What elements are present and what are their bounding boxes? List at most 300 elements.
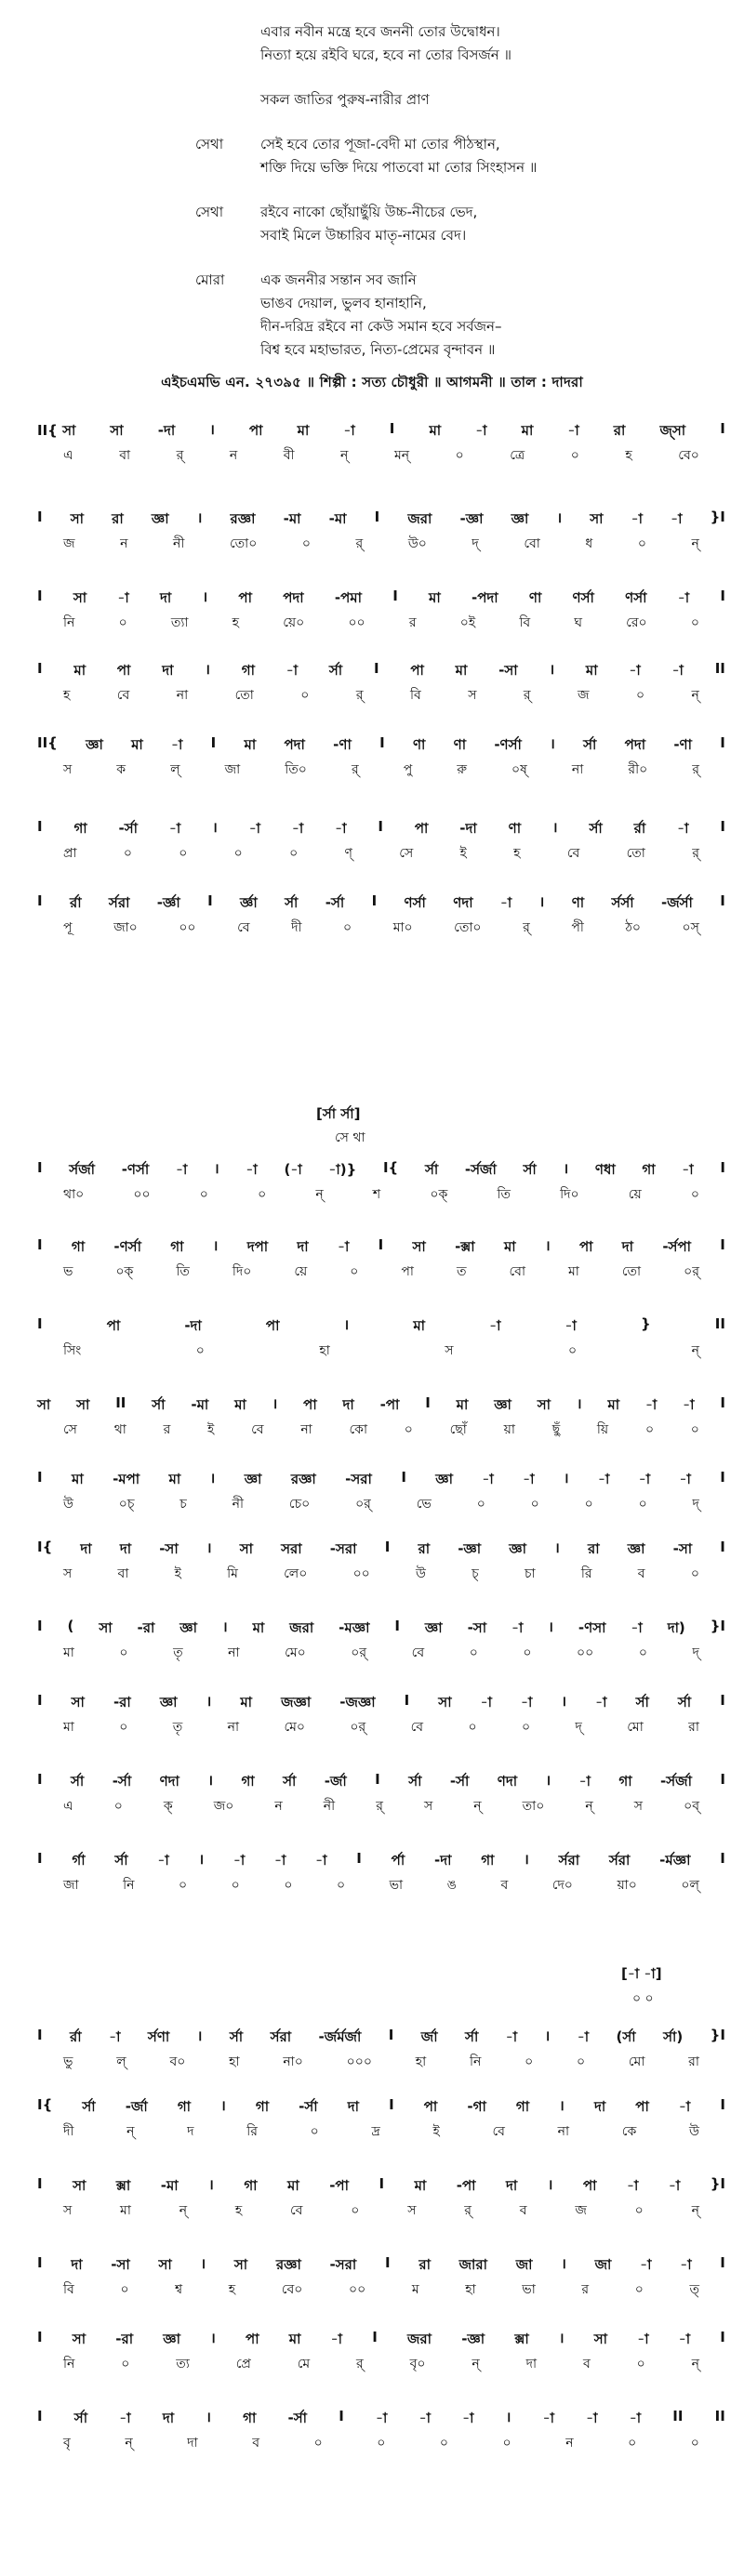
swara-note: -দা — [184, 1317, 202, 1334]
swara-note: গা — [241, 662, 255, 679]
swara-note: -সরা — [329, 1540, 357, 1557]
bani-syllable: না — [228, 1645, 240, 1660]
notation-row — [37, 892, 725, 941]
swara-note: । — [544, 1237, 551, 1254]
swara-note: -া — [171, 736, 183, 753]
swara-note: জজ্ঞা — [281, 1694, 312, 1711]
swara-note: । — [198, 1851, 205, 1868]
bani-syllable: ম — [411, 2282, 419, 2297]
notation-row — [37, 1469, 725, 1517]
swara-note: -া — [232, 1852, 246, 1869]
bani-syllable: র্ — [376, 1799, 383, 1814]
swara-line — [37, 1236, 725, 1260]
swara-note: ণর্সা — [572, 589, 594, 606]
swara-note: -ণসা — [578, 1619, 606, 1636]
swara-note: -া — [274, 1852, 286, 1869]
lyrics-line: এক জননীর সন্তান সব জানি — [260, 271, 417, 288]
swara-note: । — [210, 2330, 216, 2346]
swara-note: -গা — [467, 2098, 486, 2115]
bani-syllable: ন্ — [340, 448, 349, 463]
swara-note: I — [37, 588, 43, 604]
bani-syllable: হ — [228, 2282, 236, 2297]
bani-syllable: না — [176, 688, 189, 703]
lyrics-line: নিত্যা হয়ে রইবি ঘরে, হবে না তোর বিসর্জন ॥ — [260, 46, 512, 63]
swara-note: I — [720, 1539, 725, 1555]
swara-note: মা — [413, 1317, 425, 1334]
lyrics-line: শক্তি দিয়ে ভক্তি দিয়ে পাতবো মা তোর সিংহাসন ॥ — [260, 159, 538, 176]
bani-syllable: না — [557, 2124, 570, 2139]
swara-note: -া — [315, 1852, 327, 1869]
bani-syllable: য়ে — [628, 1187, 642, 1202]
song-lyrics — [195, 20, 716, 383]
swara-note: -র্জর্সা — [661, 894, 693, 911]
swara-note: -জ্ঞা — [458, 1540, 482, 1557]
swara-note: -ণা — [673, 736, 692, 753]
bani-syllable: ল্ — [116, 2054, 126, 2069]
bani-syllable: ই — [432, 2124, 440, 2139]
bani-syllable: ত — [456, 1264, 467, 1279]
bani-syllable: বে — [237, 920, 250, 935]
bani-syllable: ০০ — [348, 615, 365, 630]
swara-note: I — [404, 1692, 410, 1709]
bani-syllable: ল্ — [170, 762, 180, 777]
swara-note: পা — [578, 1238, 593, 1255]
swara-note: -র্সা — [449, 1773, 470, 1790]
bani-syllable: ০ — [119, 1720, 128, 1735]
bani-syllable: ০ — [638, 1645, 647, 1660]
swara-note: সা — [73, 2177, 86, 2194]
swara-note: জ্ঞা — [163, 2331, 180, 2347]
swara-note: র্সরা — [558, 1852, 580, 1869]
alt-lyrics-bracket: সে থা — [335, 1130, 365, 1145]
notation-row — [37, 2329, 725, 2377]
swara-note: দা — [342, 1396, 354, 1413]
swara-note: I — [37, 1315, 43, 1332]
swara-note: । — [202, 588, 208, 605]
swara-note: গা — [255, 2098, 270, 2115]
swara-note: জ্ঞা — [435, 1471, 454, 1487]
swara-note: -ণর্সা — [113, 1238, 141, 1255]
swara-note: পা — [249, 422, 263, 439]
swara-note: রা — [588, 1540, 600, 1557]
bani-line — [37, 1874, 725, 1896]
swara-note: দা — [506, 2177, 518, 2194]
swara-note: -া — [291, 820, 304, 837]
bani-syllable: দ্ — [575, 1720, 582, 1735]
bani-syllable: জ — [63, 536, 75, 551]
swara-note: মা — [429, 422, 442, 439]
swara-note: মা — [297, 422, 310, 439]
swara-note: II — [714, 2408, 725, 2424]
swara-note: জ্ঞা — [86, 736, 103, 753]
bani-syllable: র্ — [692, 846, 699, 861]
bani-syllable: তৃ — [173, 1645, 183, 1660]
bani-syllable: জ — [575, 2203, 587, 2218]
swara-note: I — [37, 2408, 43, 2424]
bani-syllable: ০ — [123, 846, 132, 861]
bani-line — [37, 533, 725, 555]
swara-note: -র্সা — [299, 2098, 318, 2115]
lyrics-line: সেই হবে তোর পূজা-বেদী মা তোর পীঠস্থান, — [260, 136, 500, 152]
bani-syllable: না০ — [283, 2054, 303, 2069]
swara-note: । — [548, 1618, 553, 1635]
bani-syllable: উ — [416, 1566, 426, 1581]
swara-note: । — [550, 735, 555, 752]
swara-note: -সা — [111, 2256, 130, 2273]
swara-note: র্সা) — [663, 2028, 684, 2045]
bani-syllable: উ — [688, 2124, 699, 2139]
swara-note: I — [379, 734, 385, 751]
bani-syllable: ০ — [404, 1422, 413, 1437]
swara-note: -মজ্ঞা — [339, 1619, 370, 1636]
swara-note: জা — [594, 2256, 612, 2273]
notation-row — [37, 1618, 725, 1666]
swara-note: র্সা — [424, 1161, 439, 1178]
swara-note: -া)} — [328, 1161, 357, 1178]
swara-note: I — [37, 1618, 43, 1634]
bani-syllable: ০ — [113, 1799, 123, 1814]
bani-syllable: ০ — [690, 1422, 699, 1437]
swara-note: -া — [286, 662, 299, 679]
swara-note: -া — [638, 1471, 651, 1487]
bani-syllable: ০ — [476, 1497, 485, 1512]
bani-syllable: ন্ — [473, 1799, 482, 1814]
bani-syllable: ০ — [231, 1878, 240, 1893]
swara-note: । — [561, 1693, 567, 1710]
swara-note: -দা — [157, 422, 176, 439]
bani-syllable: বে — [411, 1645, 425, 1660]
swara-note: -া — [482, 1471, 494, 1487]
swara-note: I — [37, 892, 43, 909]
swara-note: I — [384, 1539, 391, 1555]
swara-note: I — [37, 1771, 43, 1788]
bani-syllable: তো — [626, 846, 645, 861]
swara-note: পা — [106, 1317, 121, 1334]
swara-note: র্সরা — [270, 2028, 292, 2045]
swara-note: । — [208, 2176, 214, 2193]
bani-syllable: উ০ — [407, 536, 427, 551]
bani-syllable: ন্ — [126, 2124, 135, 2139]
bani-line — [37, 1642, 725, 1664]
swara-note: -সা — [467, 1619, 487, 1636]
bani-syllable: য়ি — [596, 1422, 609, 1437]
swara-note: মা — [73, 662, 86, 679]
swara-note: পা — [414, 820, 429, 837]
swara-note: II{ সা — [37, 422, 76, 439]
swara-note: -সা — [498, 662, 518, 679]
swara-note: র্সা — [589, 820, 603, 837]
swara-note: মা — [288, 2331, 301, 2347]
bani-syllable: ভু — [63, 2054, 73, 2069]
swara-note: -র্মজ্ঞা — [659, 1852, 691, 1869]
swara-note: -র্সপা — [662, 1238, 691, 1255]
swara-note: I — [37, 1469, 43, 1486]
swara-note: জ্ঞা — [424, 1619, 443, 1636]
swara-note: -া — [168, 820, 181, 837]
bani-syllable: ক্ — [163, 1799, 173, 1814]
swara-note: -মা — [328, 510, 347, 527]
bani-line — [37, 2279, 725, 2301]
bani-syllable: ০ — [310, 2124, 319, 2139]
lyrics-stanza — [195, 88, 716, 112]
swara-note: -া — [475, 422, 487, 439]
swara-note: জ্ঞা — [511, 510, 529, 527]
swara-note: I — [210, 734, 217, 751]
swara-note: জ্ঞা — [159, 1694, 178, 1711]
song-meta: এইচএমভি এন. ২৭৩৯৫ ॥ শিল্পী : সত্য চৌধুরী ॥ আগমনী ॥ তাল : দাদরা — [161, 374, 583, 390]
bani-syllable: মো — [627, 1720, 644, 1735]
bani-syllable: পূ — [63, 920, 73, 935]
bani-syllable: র — [163, 1422, 171, 1437]
bani-syllable: ০ — [118, 615, 127, 630]
bani-syllable: সিং — [63, 1343, 82, 1358]
swara-note: রজ্ঞা — [290, 1471, 316, 1487]
swara-note: I — [378, 818, 383, 835]
swara-note: -া — [335, 820, 347, 837]
swara-note: -া — [248, 820, 261, 837]
swara-note: । — [212, 819, 218, 836]
bani-syllable: ০ — [637, 536, 646, 551]
bani-syllable: দি০ — [560, 1187, 579, 1202]
swara-note: র্জা — [420, 2028, 438, 2045]
swara-note: র্সা — [635, 1694, 649, 1711]
swara-note: পা — [238, 589, 252, 606]
bani-syllable: ব — [637, 1566, 645, 1581]
bani-syllable: ০ — [638, 1497, 647, 1512]
swara-note: মা — [131, 736, 143, 753]
bani-syllable: হ — [234, 2203, 243, 2218]
swara-note: মা — [429, 589, 441, 606]
swara-note: -া — [337, 1238, 350, 1255]
bani-syllable: থা — [113, 1422, 126, 1437]
swara-note: -রা — [113, 1694, 131, 1711]
bani-syllable: ভে — [416, 1497, 432, 1512]
bani-syllable: শ — [372, 1187, 381, 1202]
bani-syllable: ন — [274, 1799, 283, 1814]
bani-syllable: র্ — [692, 762, 699, 777]
swara-note: I — [720, 1159, 725, 1176]
swara-note: I — [371, 892, 378, 909]
swara-note: ণর্সা — [625, 589, 647, 606]
bani-syllable: হা — [229, 2054, 240, 2069]
swara-note: সা — [73, 589, 87, 606]
swara-note: I — [401, 1469, 406, 1486]
bani-syllable: জ — [578, 688, 590, 703]
bani-syllable: ০ — [521, 1720, 531, 1735]
swara-note: I — [720, 1469, 725, 1486]
swara-note: র্সা — [408, 1773, 422, 1790]
bani-syllable: সে — [399, 846, 414, 861]
bani-syllable: দি০ — [232, 1264, 252, 1279]
swara-line — [37, 2254, 725, 2278]
bani-line — [37, 2432, 725, 2454]
notation-row — [37, 2096, 725, 2145]
swara-note: -মা — [283, 510, 301, 527]
lyrics-stanza — [195, 269, 716, 362]
swara-note: র্সা — [285, 894, 299, 911]
swara-note: গা — [243, 2410, 257, 2426]
swara-note: -সা — [159, 1540, 179, 1557]
swara-note: -া — [631, 510, 643, 527]
swara-note: রা — [418, 1540, 431, 1557]
swara-note: দা) — [667, 1619, 685, 1636]
bani-syllable: দী — [291, 920, 302, 935]
swara-note: -া — [480, 1694, 492, 1711]
swara-note: ণা — [528, 589, 542, 606]
bani-syllable: বৃ০ — [409, 2357, 426, 2371]
bani-syllable: ক — [116, 762, 126, 777]
swara-line — [37, 2027, 725, 2050]
notation-row — [37, 734, 725, 783]
swara-note: }I — [710, 1618, 725, 1634]
swara-note: সা — [590, 510, 604, 527]
bani-syllable: ০০ — [348, 2282, 366, 2297]
swara-note: I — [37, 2254, 43, 2271]
swara-note: র্সা — [283, 1773, 297, 1790]
bani-syllable: র্ — [523, 688, 531, 703]
swara-note: -া — [157, 1852, 169, 1869]
alt-notes-bracket: [র্সা র্সা] — [316, 1105, 361, 1122]
swara-line — [37, 588, 725, 611]
bani-syllable: চ — [179, 1497, 187, 1512]
bani-syllable: নী — [232, 1497, 245, 1512]
lyrics-line: রইবে নাকো ছোঁয়াছুঁয়ি উচ্চ-নীচের ভেদ, — [260, 204, 478, 220]
bani-line — [37, 1795, 725, 1817]
bani-syllable: দ্র — [371, 2124, 380, 2139]
swara-note: } — [641, 1315, 651, 1332]
swara-note: । — [343, 1316, 350, 1333]
swara-note: II{ — [37, 734, 58, 751]
bani-syllable: হা — [415, 2054, 427, 2069]
swara-note: জ্ঞা — [244, 1471, 262, 1487]
swara-note: -া — [521, 1694, 533, 1711]
swara-note: মা — [287, 2177, 299, 2194]
swara-note: । — [563, 1470, 569, 1486]
bani-syllable: বে — [116, 688, 130, 703]
swara-note: I — [37, 2175, 43, 2192]
swara-line — [37, 818, 725, 841]
bani-syllable: য়ে০ — [283, 615, 305, 630]
bani-syllable: নি — [469, 2054, 482, 2069]
bani-syllable: ০ — [690, 1566, 699, 1581]
swara-note: (-া — [284, 1161, 302, 1178]
bani-line — [37, 1340, 725, 1362]
swara-note: দা — [593, 2098, 606, 2115]
swara-note: সা — [158, 2256, 172, 2273]
bani-syllable: স — [407, 2203, 417, 2218]
bani-syllable: ন — [565, 2436, 574, 2451]
swara-note: I — [37, 660, 43, 677]
bani-syllable: নি — [63, 615, 75, 630]
bani-syllable: ন্ — [691, 536, 699, 551]
swara-note: -া — [577, 2028, 590, 2045]
bani-syllable: বে০ — [678, 448, 699, 463]
swara-note: -া — [523, 1471, 535, 1487]
bani-syllable: ই — [459, 846, 467, 861]
swara-note: । — [209, 1470, 216, 1486]
bani-syllable: হ — [63, 688, 71, 703]
swara-note: । — [207, 1772, 214, 1789]
bani-syllable: রি — [246, 2124, 258, 2139]
bani-syllable: ত্য — [176, 2357, 190, 2371]
bani-syllable: ০ — [525, 2054, 534, 2069]
swara-note: -া — [119, 2410, 131, 2426]
swara-note: -া — [678, 2098, 691, 2115]
swara-note: গা — [618, 1773, 632, 1790]
swara-note: -া — [330, 2331, 342, 2347]
bani-syllable: ০ — [468, 1720, 477, 1735]
bani-syllable: কো — [349, 1422, 368, 1437]
bani-syllable: ০ল্ — [681, 1878, 699, 1893]
swara-note: । — [559, 2097, 565, 2114]
bani-syllable: দ্ — [692, 1645, 699, 1660]
swara-note: -র্সা — [118, 820, 139, 837]
swara-note: । — [196, 2028, 203, 2044]
swara-note: II — [672, 2408, 684, 2424]
bani-syllable: ই — [207, 1422, 215, 1437]
swara-note: -দা — [433, 1852, 452, 1869]
swara-note: -া — [542, 2410, 554, 2426]
swara-note: -া — [597, 1471, 610, 1487]
bani-syllable: ০ — [121, 2357, 130, 2371]
swara-note: I — [37, 818, 43, 835]
bani-syllable: ত্যা — [170, 615, 189, 630]
swara-note: পা — [303, 1396, 317, 1413]
bani-syllable: বে — [251, 1422, 264, 1437]
swara-note: গা — [177, 2098, 191, 2115]
swara-line — [37, 734, 725, 758]
swara-note: জ্ঞা — [494, 1396, 512, 1413]
swara-note: -মপা — [113, 1471, 140, 1487]
swara-note: -র্জা — [324, 1773, 347, 1790]
notation-row — [37, 1315, 725, 1364]
bani-syllable: বা — [117, 1566, 129, 1581]
bani-line — [37, 842, 725, 865]
bani-syllable: উ — [63, 1497, 73, 1512]
notation-row — [37, 2175, 725, 2224]
swara-note: মা — [503, 1238, 516, 1255]
swara-note: গা — [73, 820, 87, 837]
bani-syllable: র — [581, 2282, 590, 2297]
swara-note: -া — [109, 2028, 121, 2045]
bani-syllable: তো০ — [454, 920, 482, 935]
bani-syllable: ০০ — [577, 1645, 594, 1660]
swara-line — [37, 1771, 725, 1794]
swara-note: র্সা — [114, 1852, 128, 1869]
bani-syllable: মো — [628, 2054, 645, 2069]
swara-note: -পা — [379, 1396, 400, 1413]
swara-note: -া — [680, 2256, 692, 2273]
swara-note: । — [545, 1772, 551, 1789]
bani-syllable: জা০ — [113, 920, 138, 935]
notation-row — [37, 2254, 725, 2303]
bani-syllable: ন্ — [125, 2436, 133, 2451]
lyrics-line: সকল জাতির পুরুষ-নারীর প্রাণ — [260, 91, 430, 108]
bani-syllable: ঘ — [574, 615, 582, 630]
bani-syllable: বে — [492, 2124, 505, 2139]
swara-note: ণা — [453, 736, 467, 753]
swara-note: রা — [418, 2256, 431, 2273]
swara-note: গা — [515, 2098, 530, 2115]
notation-row — [37, 509, 725, 557]
swara-note: । — [505, 2409, 512, 2425]
swara-note: -পমা — [334, 589, 362, 606]
bani-syllable: না — [571, 762, 584, 777]
swara-note: । — [547, 2176, 553, 2193]
swara-line — [37, 2408, 725, 2431]
swara-note: }I — [710, 2027, 725, 2043]
swara-line — [37, 1315, 725, 1339]
